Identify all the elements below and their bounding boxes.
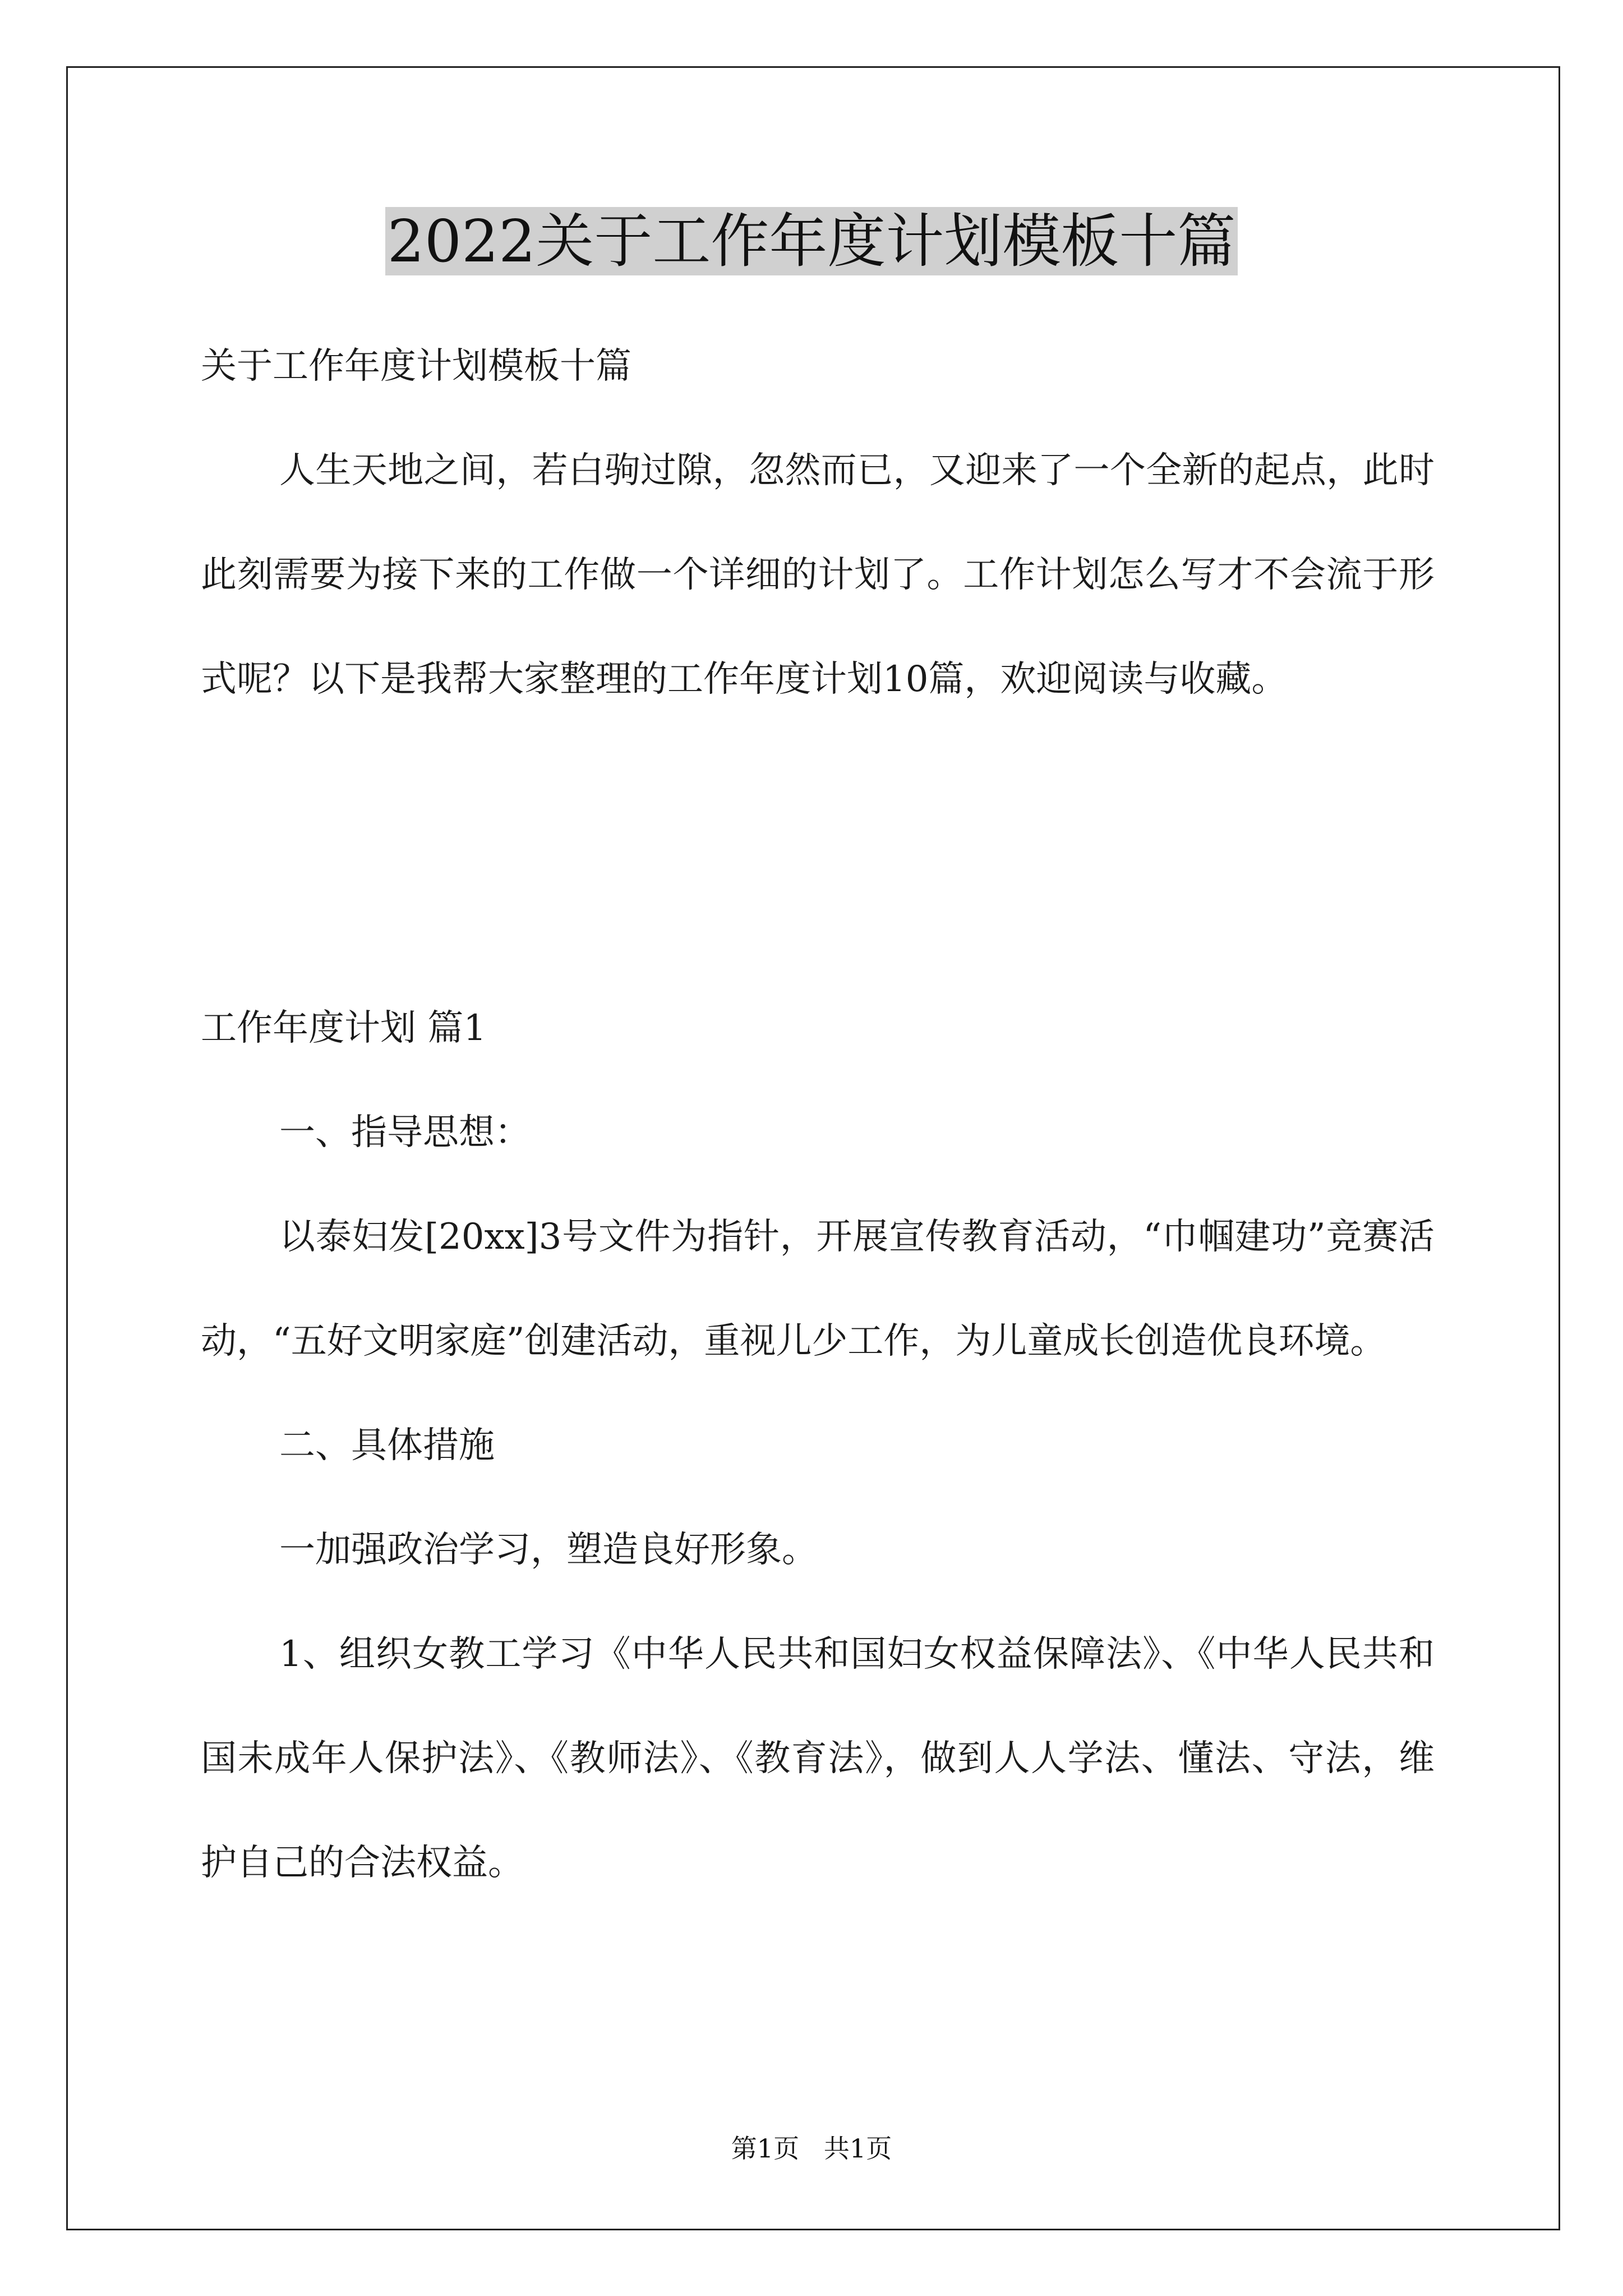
- document-title-text: 2022关于工作年度计划模板十篇: [385, 207, 1238, 275]
- document-body: [201, 314, 1435, 731]
- subtitle: 关于工作年度计划模板十篇: [201, 346, 631, 387]
- intro-paragraph: 人生天地之间，若白驹过隙，忽然而已，又迎来了一个全新的起点，此时此刻需要为接下来的工作做一个详细的计划了。工作计划怎么写才不会流于形式呢？以下是我帮大家整理的工作年度计划10篇，欢迎阅读与收藏。: [201, 450, 1435, 700]
- measure-paragraph: 一加强政治学习，塑造良好形象。: [279, 1529, 818, 1571]
- measures-heading: 二、具体措施: [279, 1425, 495, 1466]
- measure-item-paragraph: 1、组织女教工学习《中华人民共和国妇女权益保障法》、《中华人民共和国未成年人保护法》、《教师法》、《教育法》，做到人人学法、懂法、守法，维护自己的合法权益。: [201, 1634, 1435, 1884]
- guiding-paragraph: 以泰妇发[20xx]3号文件为指针，开展宣传教育活动，“巾帼建功”竞赛活动，“五好文明家庭”创建活动，重视儿少工作，为儿童成长创造优良环境。: [201, 1216, 1435, 1362]
- section-body: [201, 976, 1435, 1915]
- page-footer: 第1页 共1页: [731, 2133, 892, 2164]
- document-title: [0, 202, 1623, 280]
- section-heading: 工作年度计划 篇1: [201, 1007, 487, 1049]
- guiding-heading: 一、指导思想：: [279, 1112, 531, 1153]
